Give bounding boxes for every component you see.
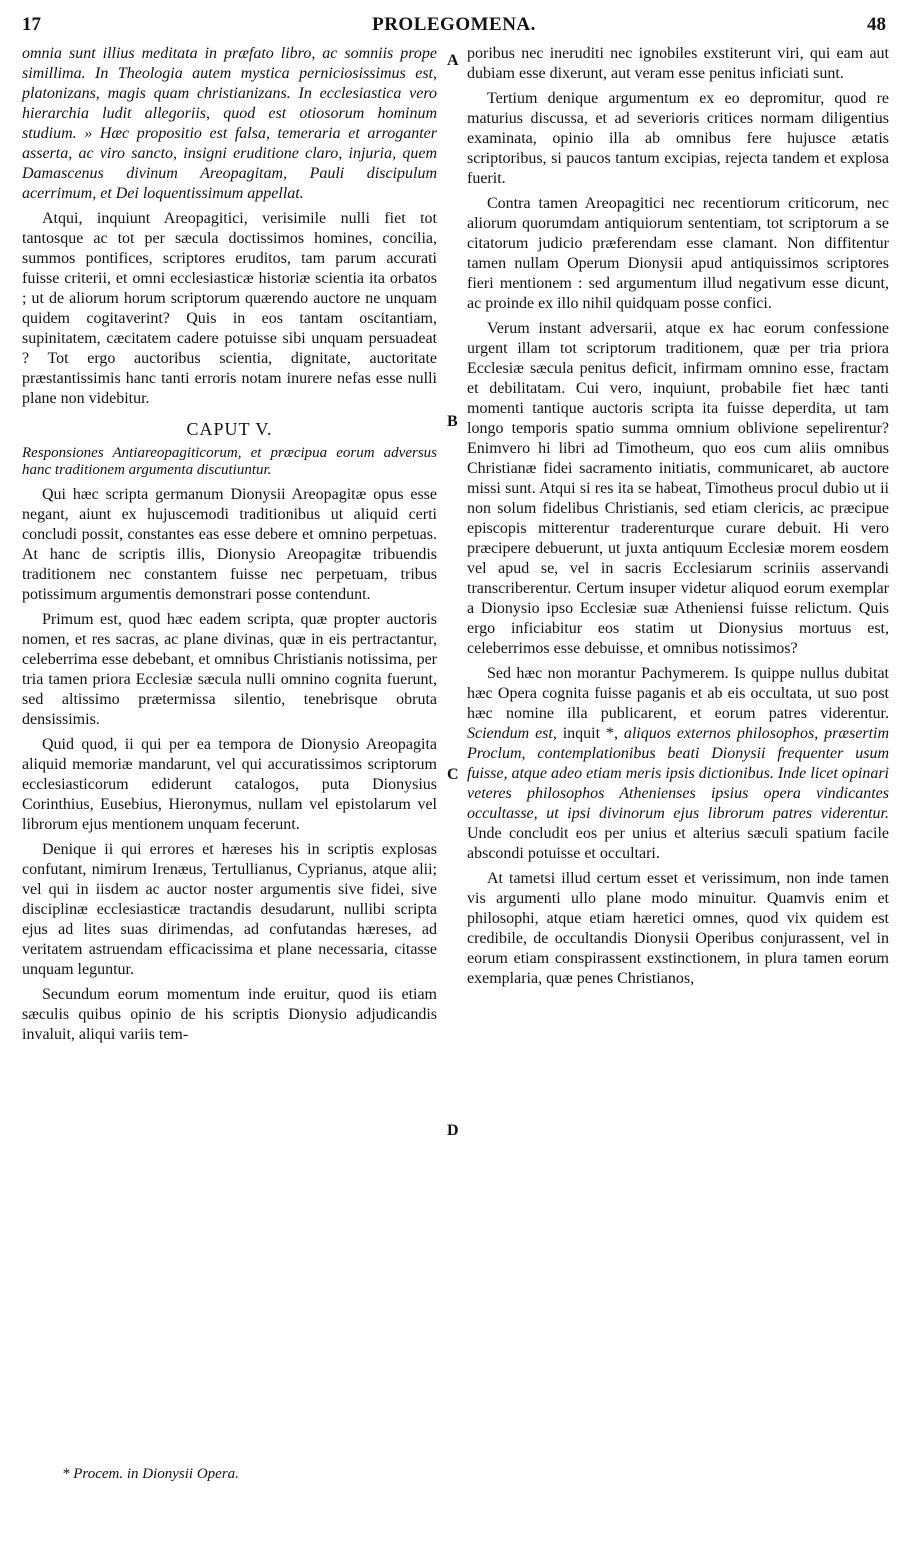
- running-header: [22, 14, 886, 40]
- paragraph: Contra tamen Areopagitici nec recentiorum criticorum, nec aliorum quorumdam antiquiorum sententiam, tot scriptorum a se citatorum judicio præferendam esse clamant. Non diffitentur tamen nullam Operum Dionysii apud antiquissimos scriptores fieri mentionem : sed argumentum illud negativum esse dicunt, ac proinde ex illo nihil quidquam posse confici.: [467, 195, 889, 312]
- paragraph: Denique ii qui errores et hæreses his in scriptis explosas confutant, nimirum Irenæus, Tertullianus, Cyprianus, atque alii; vel qui in iisdem ac auctor noster argumentis sive fidei, sive disciplinæ ecclesiasticæ tractandis desudarunt, nullibi scripta ejus ad lites suas dirimendas, ad confutandas hæreses, ad veritatem astruendam efficacissima et plane necessaria, citasse unquam leguntur.: [22, 841, 437, 978]
- chapter-summary: Responsiones Antiareopagiticorum, et præcipua eorum adversus hanc traditionem argumenta discutiuntur.: [22, 445, 437, 478]
- paragraph: Primum est, quod hæc eadem scripta, quæ propter auctoris nomen, et res sacras, ac plane divinas, quæ in eis pertractantur, celeberrima esse debebant, et omnibus Christianis notissima, per tria tamen priora Ecclesiæ sæcula nulli omnino cognita fuerunt, sed altissimo prætermissa silentio, tenebrisque obruta densissimis.: [22, 611, 437, 728]
- paragraph: Tertium denique argumentum ex eo depromitur, quod re maturius discussa, et ad severioris critices normam diligentius examinata, opinio illa ab omnibus fere hujusce ætatis scriptoribus, si paucos tantum excipias, rejecta tandem et explosa fuerit.: [467, 90, 889, 187]
- running-title: PROLEGOMENA.: [372, 14, 536, 35]
- quote-run: Sciendum est,: [467, 725, 557, 742]
- paragraph: Qui hæc scripta germanum Dionysii Areopagitæ opus esse negant, aiunt ex hujuscemodi traditionibus ut aliquid certi concludi possit, constantes eas esse debere et omnino perpetuas. At hanc de scriptis illis, Dionysio Areopagitæ tribuendis traditionem nec constantem fuisse nec perpetuam, tribus potissimum argumentis demonstrari posse contendunt.: [22, 486, 437, 603]
- paragraph: Verum instant adversarii, atque ex hac eorum confessione urgent illam tot scriptorum traditionem, quæ per tria priora Ecclesiæ sæcula penitus deficit, infirmam omnino esse, fractam et debilitatam. Cui vero, inquiunt, probabile fiet hæc tanti momenti tantique auctoris scripta ita fuisse deperdita, ut tam longo temporis spatio summa omnium oblivione sepelirentur? Enimvero hi libri ad Timotheum, quo eos cum aliis omnibus Christianæ fidei sacramento initiatis, communicaret, ab auctore missi sunt. Atqui si res ita se habeat, Timotheus procul dubio ut ii non solum fidelibus Christianis, sed etiam clericis, ac præcipue episcopis mitterentur traderenturque curare debuit. Hi vero præcipere debuerunt, ut juxta antiquum Ecclesiæ morem eosdem vel apud se, vel in sacris Ecclesiarum scriniis asservandi transcriberentur. Certum insuper videtur aliquod eorum exemplar a Dionysio ipso Ecclesiæ suæ Atheniensi fuisse relictum. Quis ergo inficiabitur eos statim ut Dionysius mortuus est, celeberrimos esse debuisse, et omnibus notissimos?: [467, 320, 889, 657]
- quote-run: aliquos externos philosophos, præsertim Proclum, contemplationibus beati Dionysii frequenter usum fuisse, atque adeo etiam meris ipsis dictionibus. Inde licet opinari veteres philosophos Athenienses ipsius opera vindicantes occultasse, ut ipsi divinorum ejus librorum patres viderentur.: [467, 725, 890, 822]
- text-run: inquit *,: [562, 725, 618, 742]
- paragraph: poribus nec ineruditi nec ignobiles exstiterunt viri, qui eam aut dubiam esse dixerunt, aut veram esse penitus inficiati sunt.: [467, 45, 889, 82]
- margin-marker-c: C: [447, 766, 459, 783]
- left-column: [22, 44, 437, 1050]
- right-page-number: 48: [867, 14, 886, 35]
- paragraph: Secundum eorum momentum inde eruitur, quod iis etiam sæculis quibus opinio de his scriptis Dionysio adjudicandis invaluit, aliqui variis tem-: [22, 986, 437, 1043]
- footnote: * Procem. in Dionysii Opera.: [62, 1466, 239, 1482]
- paragraph: [467, 664, 889, 864]
- right-column: [467, 44, 889, 994]
- text-run: Sed hæc non morantur Pachymerem. Is quippe nullus dubitat hæc Opera cognita fuisse paganis et ab eis occultata, ut suo post hæc nomine illa publicarent, et eorum patres viderentur.: [467, 665, 889, 722]
- margin-marker-d: D: [447, 1122, 459, 1139]
- margin-marker-a: A: [447, 52, 459, 69]
- chapter-heading: CAPUT V.: [186, 419, 273, 439]
- text-run: Unde concludit eos per unius et alterius sæculi spatium facile abscondi potuisse et occultari.: [467, 825, 889, 862]
- paragraph: Atqui, inquiunt Areopagitici, verisimile nulli fiet tot tantosque ac tot per sæcula doctissimos homines, concilia, summos pontifices, scriptores eruditos, tam parum accurati fuisse criterii, et omni ecclesiasticæ historiæ scientia ita orbatos ; ut de aliorum horum scriptorum quærendo auctore ne unquam quidem cogitaverint? Quis in eos tantam oscitantiam, supinitatem, cæcitatem cadere potuisse sibi unquam persuadeat ? Tot ergo auctoribus scientia, dignitate, auctoritate præstantissimis hanc tanti erroris notam inurere nefas esse nulli plane non videbitur.: [22, 210, 437, 407]
- paragraph: omnia sunt illius meditata in præfato libro, ac somniis prope simillima. In Theologia autem mystica perniciosissimus est, platonizans, magis quam christianizans. In ecclesiastica vero hierarchia ludit allegoriis, quod est otiosorum hominum studium. » Hæc propositio est falsa, temeraria et arroganter asserta, ac viro sancto, insigni eruditione claro, injuria, quem Damascenus divinum Areopagitam, Pauli discipulum acerrimum, et Dei loquentissimum appellat.: [22, 45, 437, 202]
- paragraph: Quid quod, ii qui per ea tempora de Dionysio Areopagita aliquid memoriæ mandarunt, vel qui accuratissimos scriptorum ecclesiasticorum ediderunt catalogos, puta Dionysius Corinthius, Eusebius, Hieronymus, nullam vel epistolarum vel librorum ejus mentionem unquam fecerunt.: [22, 736, 437, 833]
- margin-marker-b: B: [447, 413, 458, 430]
- paragraph: At tametsi illud certum esset et verissimum, non inde tamen vis argumenti ullo plane modo minuitur. Quamvis enim et philosophi, atque etiam hæretici omnes, quod vix quidem est credibile, de occultandis Dionysii Operibus conjurassent, vel in eorum etiam conspirassent exstinctionem, in plura tamen eorum exemplaria, quæ penes Christianos,: [467, 870, 889, 987]
- left-page-number: 17: [22, 14, 41, 35]
